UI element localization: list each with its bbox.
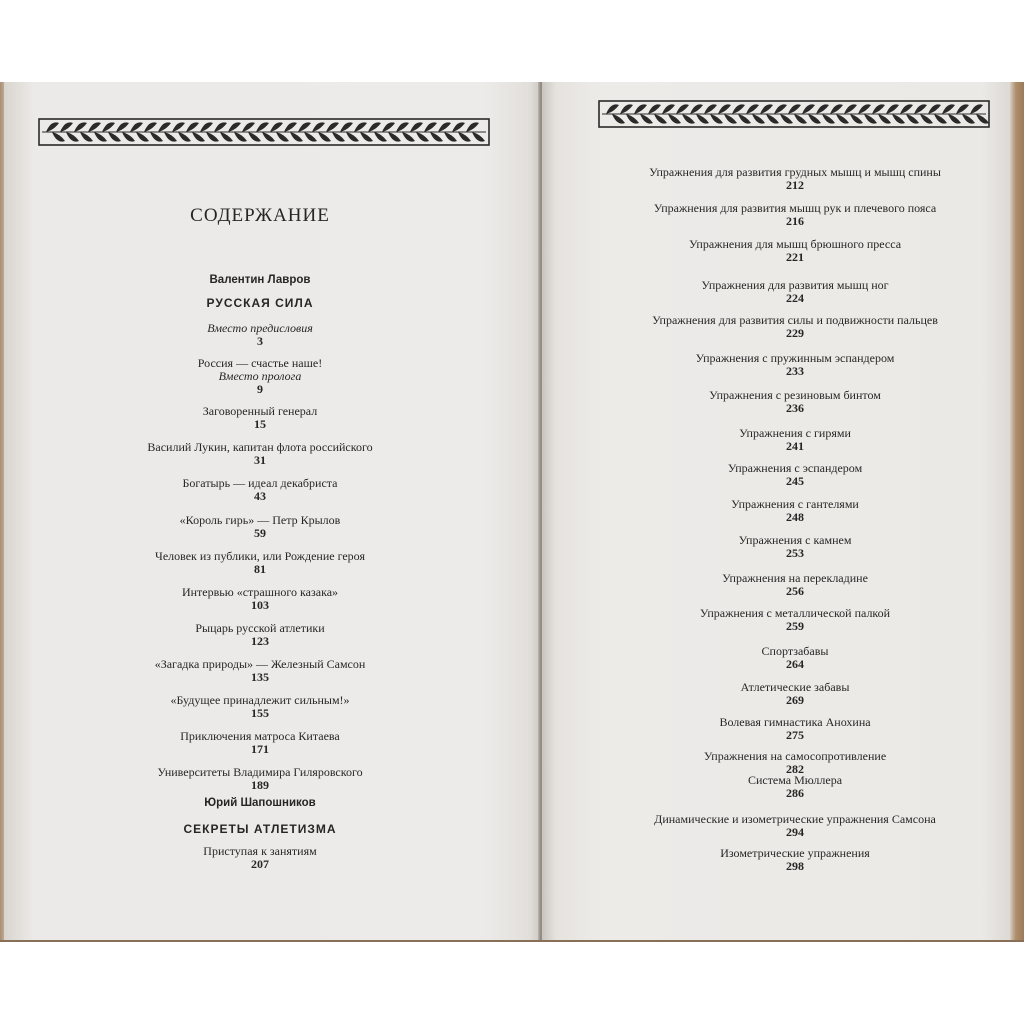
toc-entry (600, 462, 990, 488)
entry-page: 233 (786, 364, 804, 378)
entry-title: Приступая к занятиям (203, 844, 317, 858)
entry-page: 298 (786, 859, 804, 873)
entry-page: 264 (786, 657, 804, 671)
entry-title: Упражнения на перекладине (722, 571, 868, 585)
entry-title: Упражнения с пружинным эспандером (695, 351, 895, 365)
entry-title: Упражнения для развития мышц рук и плечевого пояса (653, 201, 937, 215)
entry-page: 15 (254, 417, 266, 431)
cover-edge-right (1010, 82, 1024, 940)
entry-title: Атлетические забавы (740, 680, 850, 694)
entry-title: Рыцарь русской атлетики (195, 621, 325, 635)
entry-title: Упражнения для развития грудных мышц и мышц спины (649, 165, 941, 179)
toc-left-column (60, 0, 460, 1024)
toc-entry (60, 622, 460, 648)
author-name-1: Валентин Лавров (209, 274, 311, 286)
toc-entry (60, 586, 460, 612)
entry-page: 155 (251, 706, 269, 720)
toc-entry (60, 845, 460, 871)
entry-page: 282 (786, 762, 804, 776)
entry-title: Упражнения на самосопротивление (703, 749, 887, 763)
toc-entry (60, 322, 460, 348)
entry-title: «Загадка природы» — Железный Самсон (154, 657, 366, 671)
entry-page: 9 (257, 382, 263, 396)
entry-page: 221 (786, 250, 804, 264)
toc-entry (600, 645, 990, 671)
entry-title: «Король гирь» — Петр Крылов (179, 513, 341, 527)
toc-entry (600, 847, 990, 873)
toc-entry (60, 730, 460, 756)
toc-right-column (600, 0, 990, 1024)
part-title-2: СЕКРЕТЫ АТЛЕТИЗМА (183, 822, 337, 836)
entry-page: 171 (251, 742, 269, 756)
toc-entry (60, 441, 460, 467)
entry-title: Упражнения для мышц брюшного пресса (688, 237, 902, 251)
entry-page: 229 (786, 326, 804, 340)
toc-entry (600, 314, 990, 340)
entry-page: 59 (254, 526, 266, 540)
entry-title: Интервью «страшного казака» (181, 585, 339, 599)
entry-title: Упражнения с эспандером (727, 461, 863, 475)
toc-entry (600, 572, 990, 598)
entry-page: 236 (786, 401, 804, 415)
entry-page: 103 (251, 598, 269, 612)
entry-page: 248 (786, 510, 804, 524)
entry-title: Василий Лукин, капитан флота российского (147, 440, 373, 454)
toc-entry (60, 658, 460, 684)
entry-page: 3 (257, 334, 263, 348)
toc-entry (60, 477, 460, 503)
entry-page: 269 (786, 693, 804, 707)
toc-entry (600, 534, 990, 560)
part-title-1: РУССКАЯ СИЛА (206, 296, 314, 310)
entry-page: 207 (251, 857, 269, 871)
entry-title: Университеты Владимира Гиляровского (157, 765, 363, 779)
entry-title: Динамические и изометрические упражнения Самсона (654, 812, 936, 826)
entry-title: Упражнения с камнем (738, 533, 852, 547)
toc-entry (600, 352, 990, 378)
entry-title: Приключения матроса Китаева (180, 729, 340, 743)
entry-page: 189 (251, 778, 269, 792)
entry-page: 81 (254, 562, 266, 576)
entry-title: Упражнения с резиновым бинтом (709, 388, 881, 402)
entry-page: 294 (786, 825, 804, 839)
entry-subtitle: Вместо пролога (218, 369, 302, 383)
toc-entry (600, 238, 990, 264)
toc-entry (600, 813, 990, 839)
toc-entry (600, 202, 990, 228)
toc-entry (600, 427, 990, 453)
toc-entry (600, 716, 990, 742)
entry-title: Упражнения с металлической палкой (699, 606, 891, 620)
entry-title: Россия — счастье наше! (197, 356, 323, 370)
entry-title: Упражнения для развития мышц ног (701, 278, 889, 292)
entry-page: 216 (786, 214, 804, 228)
toc-entry (60, 766, 460, 792)
entry-title: Спортзабавы (761, 644, 829, 658)
entry-title: Система Мюллера (747, 773, 843, 787)
entry-title: «Будущее принадлежит сильным!» (170, 693, 350, 707)
author-name-2: Юрий Шапошников (204, 797, 316, 809)
entry-title: Упражнения для развития силы и подвижности пальцев (652, 313, 938, 327)
toc-entry (600, 498, 990, 524)
entry-page: 31 (254, 453, 266, 467)
entry-page: 135 (251, 670, 269, 684)
entry-page: 241 (786, 439, 804, 453)
toc-entry (60, 357, 460, 396)
toc-entry (60, 514, 460, 540)
toc-entry (60, 550, 460, 576)
toc-entry (600, 607, 990, 633)
entry-page: 212 (786, 178, 804, 192)
entry-page: 286 (786, 786, 804, 800)
entry-title: Изометрические упражнения (720, 846, 870, 860)
toc-entry (600, 681, 990, 707)
entry-title: Заговоренный генерал (202, 404, 318, 418)
entry-page: 43 (254, 489, 266, 503)
entry-page: 253 (786, 546, 804, 560)
toc-entry (600, 166, 990, 192)
entry-page: 224 (786, 291, 804, 305)
entry-page: 245 (786, 474, 804, 488)
entry-page: 256 (786, 584, 804, 598)
entry-page: 259 (786, 619, 804, 633)
entry-title: Волевая гимнастика Анохина (719, 715, 871, 729)
entry-title: Вместо предисловия (207, 321, 313, 335)
toc-entry (600, 389, 990, 415)
entry-title: Человек из публики, или Рождение героя (155, 549, 365, 563)
toc-entry (600, 279, 990, 305)
entry-page: 275 (786, 728, 804, 742)
entry-title: Упражнения с гантелями (731, 497, 859, 511)
page-title: СОДЕРЖАНИЕ (190, 205, 330, 226)
entry-title: Упражнения с гирями (739, 426, 851, 440)
toc-entry (60, 694, 460, 720)
entry-title: Богатырь — идеал декабриста (182, 476, 338, 490)
toc-entry (60, 405, 460, 431)
toc-entry (600, 774, 990, 800)
entry-page: 123 (251, 634, 269, 648)
